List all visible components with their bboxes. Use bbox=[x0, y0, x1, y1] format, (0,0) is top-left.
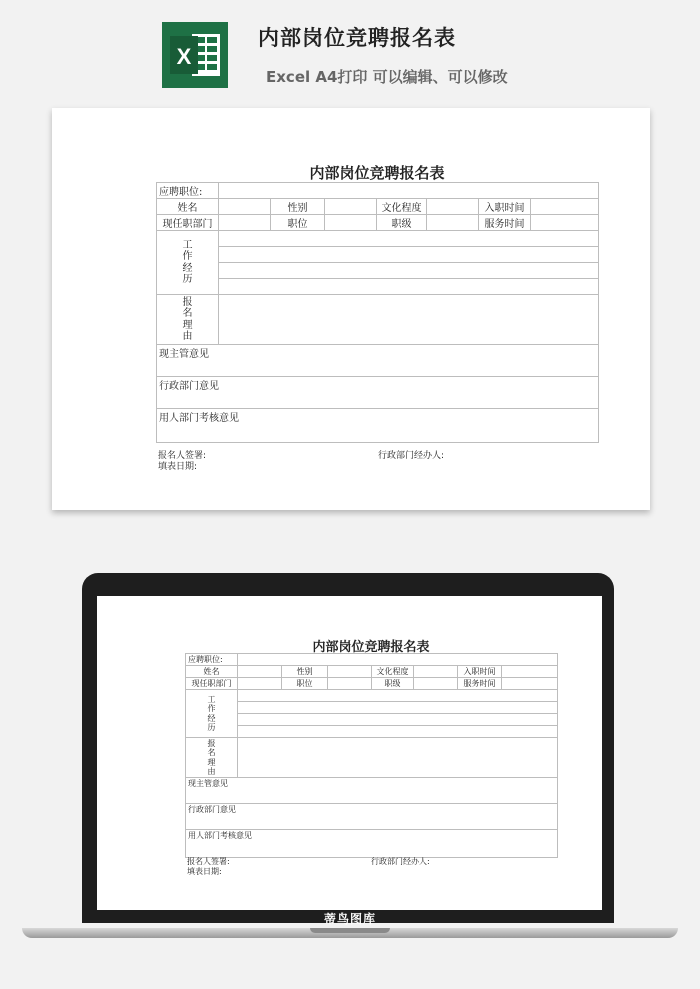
education-label: 文化程度 bbox=[377, 199, 427, 215]
signature-label: 报名人签署: bbox=[187, 857, 230, 866]
registration-form bbox=[156, 166, 598, 476]
education-field[interactable] bbox=[414, 666, 458, 678]
laptop-notch bbox=[310, 928, 390, 933]
signature-label: 报名人签署: bbox=[158, 451, 207, 461]
supervisor-opinion-field[interactable]: 现主管意见 bbox=[157, 345, 599, 377]
job-title-label: 职位 bbox=[282, 678, 328, 690]
header bbox=[0, 0, 700, 100]
sheet-preview bbox=[52, 108, 650, 510]
job-level-label: 职级 bbox=[372, 678, 414, 690]
work-experience-field[interactable] bbox=[219, 279, 599, 295]
brand-label: 蒂鸟图库 bbox=[323, 912, 376, 926]
entry-date-label: 入职时间 bbox=[479, 199, 531, 215]
department-label: 现任职部门 bbox=[186, 678, 238, 690]
page-title: 内部岗位竞聘报名表 bbox=[258, 26, 456, 50]
excel-icon bbox=[162, 22, 228, 88]
apply-position-field[interactable] bbox=[219, 183, 599, 199]
name-field[interactable] bbox=[238, 666, 282, 678]
name-label: 姓名 bbox=[157, 199, 219, 215]
hiring-opinion-field[interactable]: 用人部门考核意见 bbox=[157, 409, 599, 443]
education-field[interactable] bbox=[427, 199, 479, 215]
apply-position-label: 应聘职位: bbox=[157, 183, 219, 199]
work-experience-label: 工 作 经 历 bbox=[186, 690, 238, 738]
laptop-screen bbox=[97, 596, 602, 910]
job-title-field[interactable] bbox=[328, 678, 372, 690]
fill-date-label: 填表日期: bbox=[187, 867, 222, 876]
service-time-field[interactable] bbox=[531, 215, 599, 231]
form-title: 内部岗位竞聘报名表 bbox=[309, 164, 445, 182]
form-table bbox=[156, 182, 599, 443]
work-experience-label: 工 作 经 历 bbox=[157, 231, 219, 295]
svg-text:X: X bbox=[176, 44, 192, 69]
name-label: 姓名 bbox=[186, 666, 238, 678]
work-experience-field[interactable] bbox=[219, 247, 599, 263]
reason-label: 报 名 理 由 bbox=[157, 295, 219, 345]
department-field[interactable] bbox=[219, 215, 271, 231]
reason-field[interactable] bbox=[238, 738, 558, 778]
gender-label: 性别 bbox=[271, 199, 325, 215]
job-title-label: 职位 bbox=[271, 215, 325, 231]
hiring-opinion-field[interactable]: 用人部门考核意见 bbox=[186, 830, 558, 858]
education-label: 文化程度 bbox=[372, 666, 414, 678]
apply-position-field[interactable] bbox=[238, 654, 558, 666]
entry-date-field[interactable] bbox=[531, 199, 599, 215]
admin-handler-label: 行政部门经办人: bbox=[371, 857, 430, 866]
job-level-field[interactable] bbox=[427, 215, 479, 231]
supervisor-opinion-field[interactable]: 现主管意见 bbox=[186, 778, 558, 804]
work-experience-field[interactable] bbox=[238, 702, 558, 714]
gender-field[interactable] bbox=[325, 199, 377, 215]
gender-field[interactable] bbox=[328, 666, 372, 678]
work-experience-field[interactable] bbox=[238, 690, 558, 702]
department-label: 现任职部门 bbox=[157, 215, 219, 231]
admin-opinion-field[interactable]: 行政部门意见 bbox=[157, 377, 599, 409]
entry-date-label: 入职时间 bbox=[458, 666, 502, 678]
work-experience-field[interactable] bbox=[219, 263, 599, 279]
reason-label: 报 名 理 由 bbox=[186, 738, 238, 778]
job-level-field[interactable] bbox=[414, 678, 458, 690]
reason-field[interactable] bbox=[219, 295, 599, 345]
job-level-label: 职级 bbox=[377, 215, 427, 231]
service-time-label: 服务时间 bbox=[458, 678, 502, 690]
form-title: 内部岗位竞聘报名表 bbox=[312, 640, 430, 655]
service-time-field[interactable] bbox=[502, 678, 558, 690]
work-experience-field[interactable] bbox=[238, 726, 558, 738]
job-title-field[interactable] bbox=[325, 215, 377, 231]
admin-opinion-field[interactable]: 行政部门意见 bbox=[186, 804, 558, 830]
apply-position-label: 应聘职位: bbox=[186, 654, 238, 666]
service-time-label: 服务时间 bbox=[479, 215, 531, 231]
form-table bbox=[185, 653, 558, 858]
name-field[interactable] bbox=[219, 199, 271, 215]
registration-form-preview bbox=[185, 636, 557, 876]
department-field[interactable] bbox=[238, 678, 282, 690]
page-subtitle: Excel A4打印 可以编辑、可以修改 bbox=[266, 68, 508, 86]
fill-date-label: 填表日期: bbox=[158, 462, 198, 472]
work-experience-field[interactable] bbox=[219, 231, 599, 247]
gender-label: 性别 bbox=[282, 666, 328, 678]
admin-handler-label: 行政部门经办人: bbox=[378, 451, 445, 461]
work-experience-field[interactable] bbox=[238, 714, 558, 726]
entry-date-field[interactable] bbox=[502, 666, 558, 678]
